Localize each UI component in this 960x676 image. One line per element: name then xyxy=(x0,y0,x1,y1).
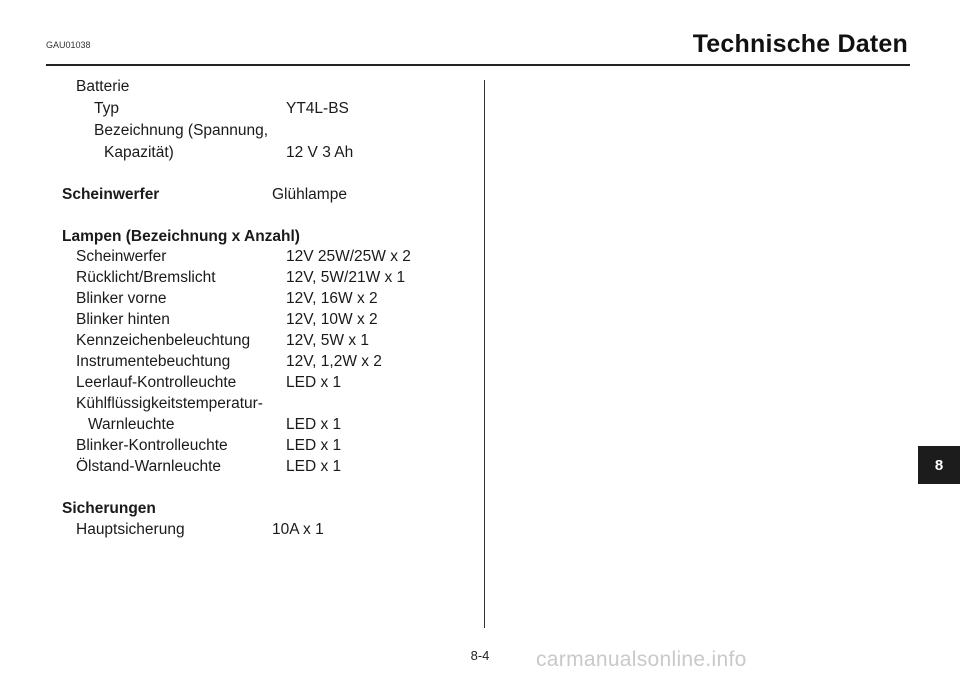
lamp-label: Leerlauf-Kontrolleuchte xyxy=(76,374,237,391)
battery-spec-label-line2: Kapazität) xyxy=(104,144,174,161)
lamp-value: LED x 1 xyxy=(286,374,342,391)
section-tab: 8 xyxy=(918,446,960,484)
battery-type-value: YT4L-BS xyxy=(286,100,349,117)
page-title: Technische Daten xyxy=(692,30,908,58)
lamp-value: 12V, 10W x 2 xyxy=(286,311,378,328)
lamps-heading: Lampen (Bezeichnung x Anzahl) xyxy=(62,228,300,245)
coolant-label-line1: Kühlflüssigkeitstemperatur- xyxy=(76,395,263,412)
lamp-label: Blinker hinten xyxy=(76,311,170,328)
coolant-value: LED x 1 xyxy=(286,416,342,433)
main-fuse-value: 10A x 1 xyxy=(272,521,324,538)
lamp-label: Instrumentebeuchtung xyxy=(76,353,231,370)
lamp-label: Blinker vorne xyxy=(76,290,167,307)
battery-spec-value: 12 V 3 Ah xyxy=(286,144,354,161)
lamp-label: Blinker-Kontrolleuchte xyxy=(76,437,228,454)
column-divider xyxy=(484,80,485,628)
fuses-heading: Sicherungen xyxy=(62,500,156,517)
headlight-value: Glühlampe xyxy=(272,186,347,203)
lamp-label: Kennzeichenbeleuchtung xyxy=(76,332,251,349)
page-number: 8-4 xyxy=(470,648,490,663)
lamp-label: Rücklicht/Bremslicht xyxy=(76,269,216,286)
lamp-label: Scheinwerfer xyxy=(76,248,167,265)
coolant-label-line2: Warnleuchte xyxy=(88,416,175,433)
battery-spec-label-line1: Bezeichnung (Spannung, xyxy=(94,122,269,139)
lamp-value: 12V, 5W/21W x 1 xyxy=(286,269,406,286)
lamp-value: LED x 1 xyxy=(286,458,342,475)
battery-type-label: Typ xyxy=(94,100,119,117)
lamp-value: 12V, 16W x 2 xyxy=(286,290,378,307)
headlight-label: Scheinwerfer xyxy=(62,186,160,203)
watermark: carmanualsonline.info xyxy=(536,648,747,671)
header-rule xyxy=(46,64,910,66)
lamp-value: LED x 1 xyxy=(286,437,342,454)
main-fuse-label: Hauptsicherung xyxy=(76,521,185,538)
lamp-value: 12V 25W/25W x 2 xyxy=(286,248,411,265)
lamp-value: 12V, 1,2W x 2 xyxy=(286,353,382,370)
battery-heading: Batterie xyxy=(76,78,130,95)
lamp-label: Ölstand-Warnleuchte xyxy=(76,458,222,475)
lamp-value: 12V, 5W x 1 xyxy=(286,332,370,349)
document-code: GAU01038 xyxy=(46,40,91,50)
